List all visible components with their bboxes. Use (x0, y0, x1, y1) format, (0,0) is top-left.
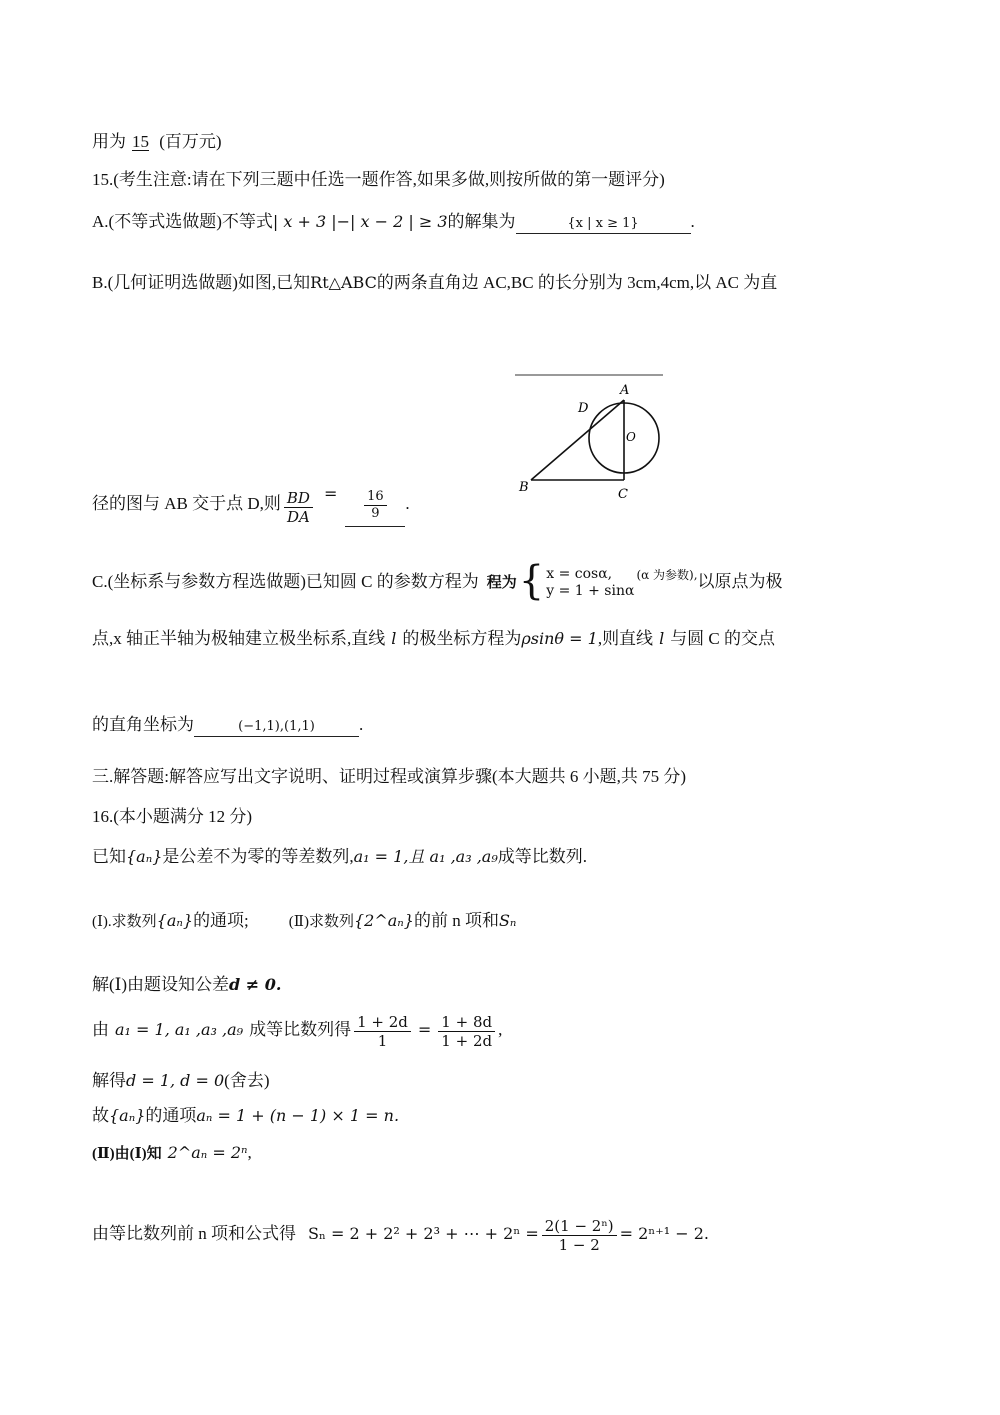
text: 已知 (92, 847, 126, 866)
text: 用为 (92, 132, 126, 151)
text: 的前 n 项和 (413, 911, 499, 930)
answer-blank (345, 482, 405, 527)
equation-row: x = cosα, (546, 566, 613, 583)
answer-blank: (−1,1),(1,1) (194, 718, 359, 737)
text: C.(坐标系与参数方程选做题)已知圆 C 的参数方程为 (92, 572, 479, 591)
numerator: 16 (364, 489, 387, 506)
text: 的解集为 (447, 212, 516, 231)
question-15c-line2 (92, 627, 775, 651)
parametric-equation (486, 558, 698, 605)
numerator: 1 + 8d (438, 1013, 495, 1032)
text: (Ⅱ)由(Ⅰ)知 (92, 1146, 162, 1162)
text: 径的图与 AB 交于点 D,则 (92, 494, 281, 513)
numerator: 1 + 2d (354, 1013, 411, 1032)
answer-line-14 (92, 130, 222, 154)
equation-row: y = 1 + sinα (546, 583, 635, 600)
condition: a₁ = 1,且 a₁ ,a₃ ,a₉ (353, 847, 498, 866)
math: 2^aₙ = 2ⁿ (167, 1143, 248, 1162)
text: (百万元) (159, 132, 222, 151)
solution-step-6 (92, 1212, 709, 1256)
text: 解得 (92, 1071, 126, 1090)
label-b: B (519, 480, 529, 495)
question-15c-line1 (92, 558, 783, 605)
text: ,则直线 (597, 629, 654, 648)
question-16-statement (92, 845, 587, 869)
answer-blank: {x | x ≥ 1} (516, 215, 691, 234)
text: 的通项 (145, 1106, 197, 1125)
numerator: 2(1 − 2ⁿ) (542, 1217, 617, 1236)
solution-step-3 (92, 1069, 270, 1093)
text: . (405, 494, 410, 513)
text: 解(Ⅰ)由题设知公差 (92, 975, 230, 994)
math: a₁ = 1, a₁ ,a₃ ,a₉ (115, 1020, 244, 1039)
text: 以原点为极 (697, 572, 783, 591)
text: 的两条直角边 AC,BC 的长分别为 3cm,4cm,以 AC 为直 (376, 273, 778, 292)
label-a: A (620, 383, 630, 398)
question-15a (92, 210, 695, 234)
equals-sign: = (323, 484, 338, 503)
sequence-an: {aₙ} (109, 1106, 146, 1125)
fraction-16-9 (364, 489, 387, 522)
text: A.(不等式选做题)不等式 (92, 212, 273, 231)
sequence-an: {aₙ} (156, 911, 194, 930)
text: 由 (92, 1020, 109, 1039)
math: Sₙ = 2 + 2² + 2³ + ⋯ + 2ⁿ = (308, 1224, 539, 1243)
sum-fraction (542, 1217, 617, 1254)
label-d: D (578, 401, 589, 416)
text: 的直角坐标为 (92, 715, 194, 734)
geometry-figure (515, 374, 663, 506)
text: B.(几何证明选做题)如图,已知 (92, 273, 311, 292)
inequality: | x + 3 |−| x − 2 | ≥ 3 (272, 212, 448, 231)
denominator: 1 − 2 (558, 1235, 600, 1254)
left-brace-icon: { (518, 558, 545, 605)
question-15-intro: 15.(考生注意:请在下列三题中任选一题作答,如果多做,则按所做的第一题评分) (92, 170, 665, 189)
text: 程为 (486, 574, 517, 591)
text: , (498, 1020, 503, 1039)
text: 由等比数列前 n 项和公式得 (92, 1224, 296, 1243)
question-16-parts (92, 909, 516, 934)
parameter-note: (α 为参数), (636, 567, 698, 582)
line-symbol: l (659, 629, 665, 648)
sequence-an: {aₙ} (126, 847, 163, 866)
text: 成等比数列得 (249, 1020, 352, 1039)
label-c: C (618, 487, 628, 502)
text: 成等比数列. (497, 847, 587, 866)
text: 与圆 C 的交点 (670, 629, 776, 648)
line-symbol: l (391, 629, 397, 648)
denominator: DA (287, 508, 310, 526)
fraction-bd-da (284, 489, 313, 526)
part-1: (Ⅰ).求数列 (92, 914, 157, 930)
math: d ≠ 0. (229, 975, 282, 994)
text: . (690, 212, 695, 231)
question-15c-line3 (92, 713, 363, 737)
denominator: 9 (371, 505, 380, 521)
solution-step-1 (92, 973, 281, 997)
label-o: O (626, 430, 636, 444)
equation-rows (546, 566, 634, 600)
text: (舍去) (224, 1071, 270, 1090)
text: 故 (92, 1106, 109, 1125)
math: d = 1, d = 0 (126, 1071, 225, 1090)
fraction-right (438, 1013, 495, 1050)
solution-step-5 (92, 1141, 252, 1166)
question-16-heading: 16.(本小题满分 12 分) (92, 807, 253, 826)
text: 点,x 轴正半轴为极轴建立极坐标系,直线 (92, 629, 386, 648)
solution-step-2: 由 a₁ = 1, a₁ ,a₃ ,a₉ 成等比数列得 $\frac{1 + 2d}{1}$ = $\frac{1 + 8d}{1 + 2d}$ , (92, 1012, 503, 1050)
text: 的通项; (193, 911, 249, 930)
answer-blank: 15 (132, 132, 149, 151)
fraction-left (354, 1013, 411, 1050)
solution-step-4 (92, 1104, 399, 1128)
math: = 2ⁿ⁺¹ − 2. (619, 1224, 709, 1243)
text: . (359, 715, 364, 734)
text: 的极坐标方程为 (402, 629, 522, 648)
polar-equation: ρsinθ = 1 (521, 629, 598, 648)
section-3-heading: 三.解答题:解答应写出文字说明、证明过程或演算步骤(本大题共 6 小题,共 75 分) (92, 767, 687, 786)
numerator: BD (284, 489, 313, 508)
question-15b-line2 (92, 472, 410, 527)
denominator: 1 (377, 1031, 388, 1050)
sum-sn: Sₙ (498, 911, 517, 930)
part-2: (Ⅱ)求数列 (288, 914, 354, 930)
triangle-notation: Rt△ABC (310, 273, 377, 292)
question-15b-line1 (92, 271, 777, 295)
sequence-2-an: {2^aₙ} (353, 911, 414, 930)
text: 是公差不为零的等差数列, (162, 847, 354, 866)
denominator: 1 + 2d (441, 1031, 493, 1050)
text: , (247, 1143, 252, 1162)
math: aₙ = 1 + (n − 1) × 1 = n. (196, 1106, 400, 1125)
